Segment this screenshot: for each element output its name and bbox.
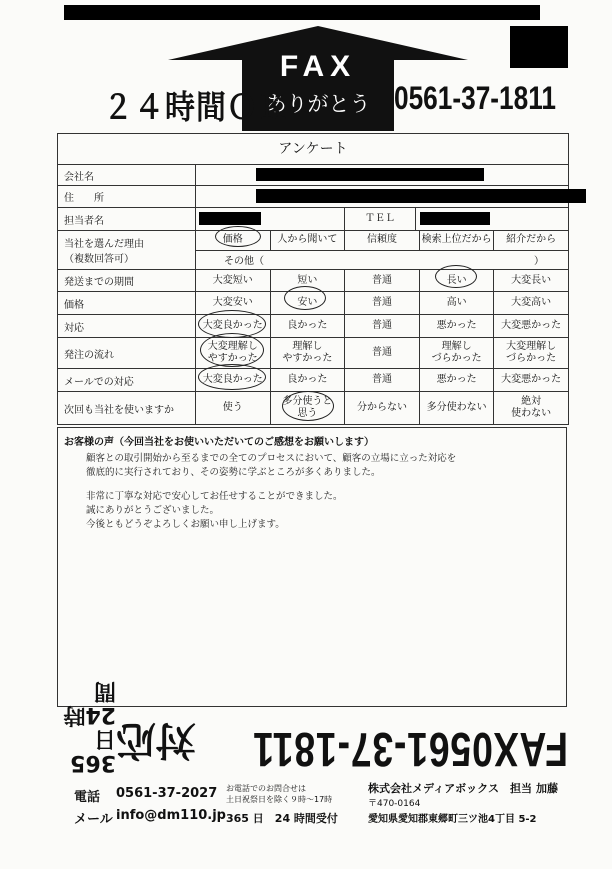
answer-option[interactable]: 悪かった (420, 315, 495, 337)
question-label: 価格 (58, 292, 196, 314)
voice-line: 徹底的に実行されており、その姿勢に学ぶところが多くありました。 (86, 467, 381, 478)
fax-word: FAX (279, 50, 357, 83)
label-reason: 当社を選んだ理由 (64, 239, 144, 250)
postal-code: 〒470-0164 (368, 799, 421, 809)
answer-option[interactable]: 大変安い (196, 292, 271, 314)
always-open: 365 日 24 時間受付 (226, 812, 338, 825)
company-redaction (256, 168, 484, 181)
answer-option[interactable]: 高い (420, 292, 495, 314)
label-reason-sub: （複数回答可） (64, 254, 134, 265)
row-address (58, 186, 568, 208)
answer-option[interactable]: 普通 (345, 292, 420, 314)
mail-label: メール (74, 812, 113, 827)
reason-option[interactable]: 価格 (196, 231, 271, 250)
address-redaction (256, 189, 586, 203)
phone-number[interactable]: 0561-37-2027 (116, 786, 218, 801)
answer-option[interactable]: 普通 (345, 315, 420, 337)
selection-circle (200, 333, 264, 367)
answer-option[interactable]: 大変良かった (196, 369, 271, 391)
label-person: 担当者名 (58, 208, 196, 230)
tel-redaction (420, 212, 490, 225)
reason-other-close: ） (534, 256, 544, 268)
survey-title: アンケート (58, 134, 568, 165)
voice-title: お客様の声（今回当社をお使いいただいてのご感想をお願いします） (64, 437, 374, 448)
answer-option[interactable]: 多分使うと 思う (271, 392, 346, 424)
selection-circle (282, 391, 334, 421)
flipped-fax-number: FAX0561-37-1811 (252, 722, 568, 775)
question-row (58, 338, 568, 369)
row-person (58, 208, 568, 231)
answer-option[interactable]: 大変長い (511, 274, 552, 286)
reason-option[interactable]: 検索上位だから (420, 231, 495, 250)
label-company: 会社名 (58, 165, 196, 185)
answer-option[interactable]: 長い (420, 270, 495, 291)
answer-option[interactable]: 理解し づらかった (420, 338, 495, 368)
question-label: 次回も当社を使いますか (58, 392, 196, 424)
row-reason (58, 231, 568, 270)
mail-address[interactable]: info@dm110.jp (116, 808, 226, 823)
answer-option[interactable]: 大変短い (196, 270, 271, 291)
answer-option[interactable]: 普通 (345, 270, 420, 291)
flipped-banner (58, 678, 568, 776)
company-name: 株式会社メディアボックス (368, 782, 500, 795)
hours-ok: ２４時間ＯＫ (103, 88, 289, 128)
row-company (58, 165, 568, 186)
selection-circle (284, 286, 326, 310)
thanks-text: ありがとう (265, 92, 371, 116)
customer-voice-box (57, 427, 567, 707)
corner-redaction (510, 26, 568, 68)
answer-option[interactable]: 大変悪かった (501, 320, 562, 331)
voice-line: 非常に丁寧な対応で安心してお任せすることができました。 (86, 491, 343, 502)
phone-label: 電話 (74, 790, 101, 805)
question-label: 発送までの期間 (58, 270, 196, 291)
answer-option[interactable]: 良かった (271, 369, 346, 391)
answer-option[interactable]: 安い (271, 292, 346, 314)
answer-option[interactable]: 分からない (345, 392, 420, 424)
selection-circle (198, 364, 266, 390)
top-redaction (64, 5, 540, 20)
selection-circle (215, 226, 261, 247)
answer-option[interactable]: 大変理解し づらかった (506, 341, 557, 364)
person-field[interactable] (196, 208, 345, 230)
answer-option[interactable]: 良かった (271, 315, 346, 337)
answer-option[interactable]: 普通 (345, 338, 420, 368)
answer-option[interactable]: 多分使わない (420, 392, 495, 424)
reason-option[interactable]: 紹介だから (506, 234, 557, 246)
inquiry-note-2: 土日祝祭日を除く９時〜17時 (226, 795, 333, 804)
person-redaction (199, 212, 261, 225)
reason-option[interactable]: 信頼度 (345, 231, 420, 250)
answer-option[interactable]: 普通 (345, 369, 420, 391)
company-field[interactable] (196, 165, 568, 185)
selection-circle (435, 265, 477, 288)
question-row (58, 369, 568, 392)
question-label: 発注の流れ (58, 338, 196, 368)
company-address: 愛知県愛知郡東郷町三ツ池4丁目 5-2 (368, 814, 537, 825)
fax-number: 0561-37-1811 (394, 80, 556, 116)
label-address: 住 所 (58, 186, 196, 207)
answer-option[interactable]: 大変理解し やすかった (196, 338, 271, 368)
answer-option[interactable]: 理解し やすかった (271, 338, 346, 368)
flipped-taiou: 対応 (116, 717, 196, 763)
flipped-365: 365日 (70, 726, 116, 775)
reason-other[interactable]: その他（ (224, 256, 264, 268)
answer-option[interactable]: 使う (196, 392, 271, 424)
answer-option[interactable]: 大変高い (511, 297, 552, 308)
tel-field[interactable] (416, 208, 568, 230)
voice-line: 顧客との取引開始から至るまでの全てのプロセスにおいて、顧客の立場に立った対応を (86, 453, 457, 464)
flipped-24: 24時間 (63, 678, 116, 727)
answer-option[interactable]: 悪かった (420, 369, 495, 391)
question-label: メールでの対応 (58, 369, 196, 391)
voice-line: 誠にありがとうございました。 (86, 505, 220, 516)
reason-option[interactable]: 人から聞いて (271, 231, 346, 250)
question-label: 対応 (58, 315, 196, 337)
label-tel: ＴＥＬ (345, 208, 416, 230)
answer-option[interactable]: 大変良かった (196, 315, 271, 337)
answer-option[interactable]: 大変悪かった (501, 374, 562, 385)
answer-option[interactable]: 絶対 使わない (511, 396, 552, 419)
survey-table (57, 133, 569, 425)
voice-line: 今後ともどうぞよろしくお願い申し上げます。 (86, 519, 285, 530)
question-row (58, 315, 568, 338)
address-field[interactable] (196, 186, 568, 207)
inquiry-note-1: お電話でのお問合せは (226, 784, 306, 793)
rep-label: 担当 (510, 782, 532, 795)
rep-name: 加藤 (536, 782, 558, 795)
answer-option[interactable]: 短い (271, 270, 346, 291)
